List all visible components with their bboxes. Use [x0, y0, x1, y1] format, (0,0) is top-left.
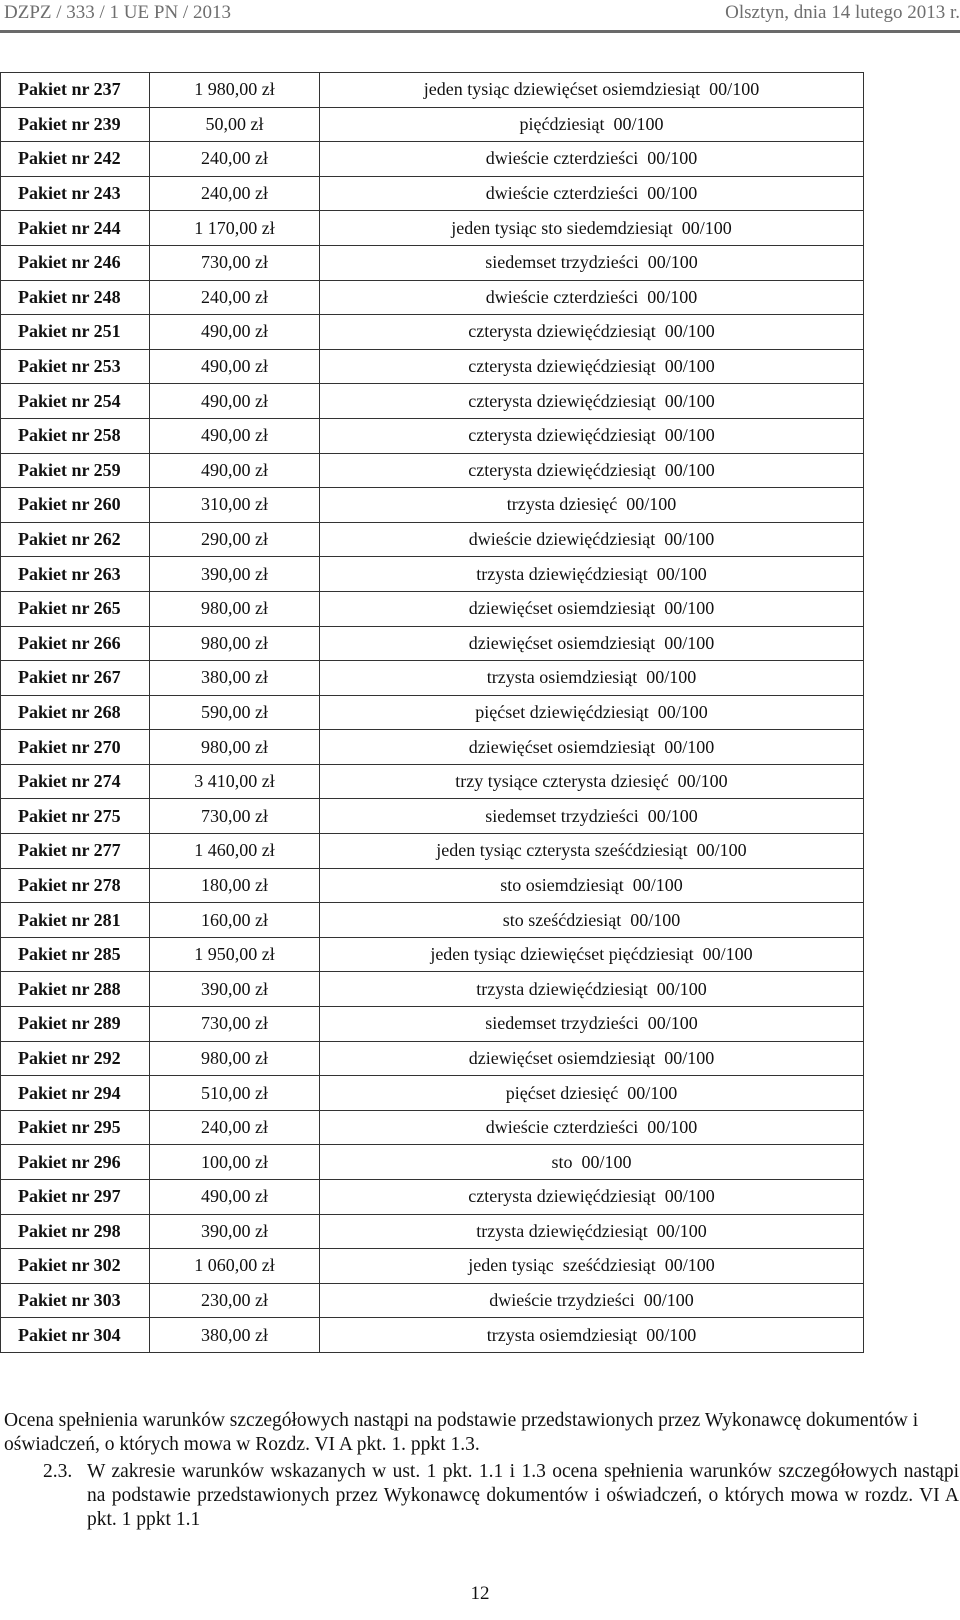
package-name-cell: Pakiet nr 294: [1, 1076, 150, 1111]
subsection-number: 2.3.: [43, 1461, 73, 1482]
package-name-cell: Pakiet nr 246: [1, 245, 150, 280]
package-name-cell: Pakiet nr 262: [1, 522, 150, 557]
amount-words-cell: dwieście dziewięćdziesiąt 00/100: [320, 522, 864, 557]
table-row: [1, 557, 864, 592]
amount-cell: 1 950,00 zł: [150, 937, 320, 972]
amount-cell: 390,00 zł: [150, 1214, 320, 1249]
amount-cell: 160,00 zł: [150, 903, 320, 938]
amount-cell: 240,00 zł: [150, 142, 320, 177]
table-row: [1, 1110, 864, 1145]
package-name-cell: Pakiet nr 258: [1, 418, 150, 453]
package-name-cell: Pakiet nr 274: [1, 764, 150, 799]
conditions-paragraph: Ocena spełnienia warunków szczegółowych nastąpi na podstawie przedstawionych przez Wykonawcę dokumentów i oświadczeń, o których mowa w Rozdz. VI A pkt. 1. ppkt 1.3.: [4, 1410, 919, 1455]
amount-cell: 980,00 zł: [150, 591, 320, 626]
amount-words-cell: czterysta dziewięćdziesiąt 00/100: [320, 384, 864, 419]
amount-words-cell: jeden tysiąc dziewięćset osiemdziesiąt 00/100: [320, 73, 864, 108]
table-row: [1, 834, 864, 869]
amount-cell: 240,00 zł: [150, 176, 320, 211]
table-row: [1, 73, 864, 108]
page-header: [0, 0, 960, 28]
package-name-cell: Pakiet nr 296: [1, 1145, 150, 1180]
amount-words-cell: czterysta dziewięćdziesiąt 00/100: [320, 315, 864, 350]
package-name-cell: Pakiet nr 289: [1, 1007, 150, 1042]
amount-words-cell: dwieście czterdzieści 00/100: [320, 176, 864, 211]
amount-cell: 590,00 zł: [150, 695, 320, 730]
table-row: [1, 972, 864, 1007]
table-row: [1, 868, 864, 903]
table-row: [1, 488, 864, 523]
amount-words-cell: dwieście trzydzieści 00/100: [320, 1283, 864, 1318]
table-row: [1, 764, 864, 799]
amount-cell: 1 980,00 zł: [150, 73, 320, 108]
amount-cell: 510,00 zł: [150, 1076, 320, 1111]
amount-words-cell: czterysta dziewięćdziesiąt 00/100: [320, 418, 864, 453]
package-table-body: [1, 73, 864, 1353]
package-name-cell: Pakiet nr 260: [1, 488, 150, 523]
amount-words-cell: dwieście czterdzieści 00/100: [320, 1110, 864, 1145]
amount-words-cell: jeden tysiąc sześćdziesiąt 00/100: [320, 1249, 864, 1284]
table-row: [1, 349, 864, 384]
amount-cell: 490,00 zł: [150, 384, 320, 419]
amount-cell: 240,00 zł: [150, 1110, 320, 1145]
table-row: [1, 1076, 864, 1111]
amount-cell: 180,00 zł: [150, 868, 320, 903]
table-row: [1, 937, 864, 972]
table-row: [1, 280, 864, 315]
amount-cell: 380,00 zł: [150, 661, 320, 696]
amount-cell: 390,00 zł: [150, 557, 320, 592]
amount-words-cell: dziewięćset osiemdziesiąt 00/100: [320, 626, 864, 661]
amount-words-cell: siedemset trzydzieści 00/100: [320, 245, 864, 280]
package-name-cell: Pakiet nr 242: [1, 142, 150, 177]
package-name-cell: Pakiet nr 275: [1, 799, 150, 834]
amount-words-cell: trzysta osiemdziesiąt 00/100: [320, 661, 864, 696]
package-name-cell: Pakiet nr 243: [1, 176, 150, 211]
amount-words-cell: trzysta dziewięćdziesiąt 00/100: [320, 557, 864, 592]
table-row: [1, 176, 864, 211]
package-name-cell: Pakiet nr 251: [1, 315, 150, 350]
package-name-cell: Pakiet nr 268: [1, 695, 150, 730]
amount-words-cell: sto osiemdziesiąt 00/100: [320, 868, 864, 903]
package-name-cell: Pakiet nr 239: [1, 107, 150, 142]
table-row: [1, 591, 864, 626]
amount-cell: 100,00 zł: [150, 1145, 320, 1180]
package-name-cell: Pakiet nr 244: [1, 211, 150, 246]
amount-words-cell: trzysta dziesięć 00/100: [320, 488, 864, 523]
package-name-cell: Pakiet nr 277: [1, 834, 150, 869]
table-row: [1, 1283, 864, 1318]
table-row: [1, 1145, 864, 1180]
amount-words-cell: dziewięćset osiemdziesiąt 00/100: [320, 1041, 864, 1076]
package-name-cell: Pakiet nr 237: [1, 73, 150, 108]
amount-cell: 290,00 zł: [150, 522, 320, 557]
amount-words-cell: jeden tysiąc dziewięćset pięćdziesiąt 00/100: [320, 937, 864, 972]
table-row: [1, 661, 864, 696]
table-row: [1, 1041, 864, 1076]
amount-words-cell: trzysta osiemdziesiąt 00/100: [320, 1318, 864, 1353]
amount-cell: 390,00 zł: [150, 972, 320, 1007]
amount-cell: 1 060,00 zł: [150, 1249, 320, 1284]
table-row: [1, 453, 864, 488]
amount-cell: 230,00 zł: [150, 1283, 320, 1318]
package-name-cell: Pakiet nr 297: [1, 1180, 150, 1215]
package-name-cell: Pakiet nr 267: [1, 661, 150, 696]
amount-words-cell: dwieście czterdzieści 00/100: [320, 280, 864, 315]
table-row: [1, 730, 864, 765]
amount-words-cell: dziewięćset osiemdziesiąt 00/100: [320, 730, 864, 765]
amount-words-cell: pięćset dziewięćdziesiąt 00/100: [320, 695, 864, 730]
amount-cell: 490,00 zł: [150, 349, 320, 384]
table-row: [1, 1214, 864, 1249]
document-date: Olsztyn, dnia 14 lutego 2013 r.: [725, 2, 960, 23]
package-name-cell: Pakiet nr 298: [1, 1214, 150, 1249]
package-name-cell: Pakiet nr 265: [1, 591, 150, 626]
package-name-cell: Pakiet nr 266: [1, 626, 150, 661]
amount-words-cell: trzy tysiące czterysta dziesięć 00/100: [320, 764, 864, 799]
amount-cell: 980,00 zł: [150, 1041, 320, 1076]
package-name-cell: Pakiet nr 302: [1, 1249, 150, 1284]
amount-words-cell: dziewięćset osiemdziesiąt 00/100: [320, 591, 864, 626]
package-name-cell: Pakiet nr 303: [1, 1283, 150, 1318]
table-row: [1, 384, 864, 419]
amount-cell: 310,00 zł: [150, 488, 320, 523]
package-name-cell: Pakiet nr 278: [1, 868, 150, 903]
amount-words-cell: czterysta dziewięćdziesiąt 00/100: [320, 349, 864, 384]
table-row: [1, 1318, 864, 1353]
header-divider: [0, 30, 960, 33]
table-row: [1, 107, 864, 142]
table-row: [1, 315, 864, 350]
package-name-cell: Pakiet nr 292: [1, 1041, 150, 1076]
amount-cell: 490,00 zł: [150, 453, 320, 488]
amount-words-cell: sto sześćdziesiąt 00/100: [320, 903, 864, 938]
amount-words-cell: sto 00/100: [320, 1145, 864, 1180]
table-row: [1, 245, 864, 280]
amount-words-cell: siedemset trzydzieści 00/100: [320, 1007, 864, 1042]
table-row: [1, 142, 864, 177]
amount-cell: 1 170,00 zł: [150, 211, 320, 246]
amount-words-cell: pięćset dziesięć 00/100: [320, 1076, 864, 1111]
package-name-cell: Pakiet nr 285: [1, 937, 150, 972]
document-reference: DZPZ / 333 / 1 UE PN / 2013: [4, 2, 231, 23]
table-row: [1, 418, 864, 453]
package-name-cell: Pakiet nr 263: [1, 557, 150, 592]
amount-cell: 380,00 zł: [150, 1318, 320, 1353]
table-row: [1, 1180, 864, 1215]
amount-cell: 490,00 zł: [150, 418, 320, 453]
table-row: [1, 903, 864, 938]
amount-cell: 3 410,00 zł: [150, 764, 320, 799]
table-row: [1, 626, 864, 661]
subsection-text: W zakresie warunków wskazanych w ust. 1 pkt. 1.1 i 1.3 ocena spełnienia warunków szczegółowych nastąpi na podstawie przedstawionych przez Wykonawcę dokumentów i oświadczeń, o których mowa w rozdz. VI A pkt. 1 ppkt 1.1: [87, 1461, 959, 1530]
table-row: [1, 1007, 864, 1042]
amount-cell: 1 460,00 zł: [150, 834, 320, 869]
table-row: [1, 211, 864, 246]
amount-words-cell: siedemset trzydzieści 00/100: [320, 799, 864, 834]
package-name-cell: Pakiet nr 288: [1, 972, 150, 1007]
package-name-cell: Pakiet nr 270: [1, 730, 150, 765]
table-row: [1, 695, 864, 730]
package-name-cell: Pakiet nr 253: [1, 349, 150, 384]
package-name-cell: Pakiet nr 259: [1, 453, 150, 488]
amount-cell: 980,00 zł: [150, 730, 320, 765]
amount-words-cell: pięćdziesiąt 00/100: [320, 107, 864, 142]
package-name-cell: Pakiet nr 254: [1, 384, 150, 419]
amount-words-cell: trzysta dziewięćdziesiąt 00/100: [320, 1214, 864, 1249]
amount-cell: 730,00 zł: [150, 1007, 320, 1042]
table-row: [1, 799, 864, 834]
amount-cell: 240,00 zł: [150, 280, 320, 315]
amount-cell: 490,00 zł: [150, 1180, 320, 1215]
page-number: 12: [470, 1583, 490, 1604]
package-name-cell: Pakiet nr 304: [1, 1318, 150, 1353]
amount-words-cell: jeden tysiąc sto siedemdziesiąt 00/100: [320, 211, 864, 246]
amount-cell: 730,00 zł: [150, 245, 320, 280]
amount-cell: 980,00 zł: [150, 626, 320, 661]
package-table: [0, 72, 864, 1353]
package-name-cell: Pakiet nr 248: [1, 280, 150, 315]
subsection-2-3: [43, 1460, 959, 1532]
package-name-cell: Pakiet nr 281: [1, 903, 150, 938]
amount-cell: 490,00 zł: [150, 315, 320, 350]
package-name-cell: Pakiet nr 295: [1, 1110, 150, 1145]
table-row: [1, 1249, 864, 1284]
amount-words-cell: dwieście czterdzieści 00/100: [320, 142, 864, 177]
amount-words-cell: czterysta dziewięćdziesiąt 00/100: [320, 1180, 864, 1215]
amount-words-cell: czterysta dziewięćdziesiąt 00/100: [320, 453, 864, 488]
amount-cell: 730,00 zł: [150, 799, 320, 834]
amount-words-cell: trzysta dziewięćdziesiąt 00/100: [320, 972, 864, 1007]
amount-cell: 50,00 zł: [150, 107, 320, 142]
amount-words-cell: jeden tysiąc czterysta sześćdziesiąt 00/100: [320, 834, 864, 869]
table-row: [1, 522, 864, 557]
